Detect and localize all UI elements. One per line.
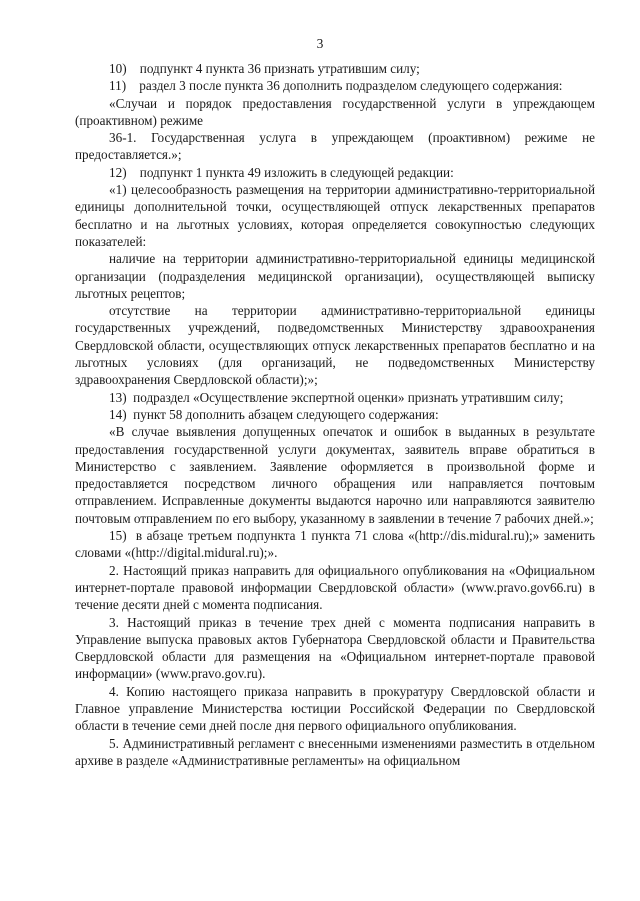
paragraph-clause-4: 4. Копию настоящего приказа направить в прокуратуру Свердловской области и Главное управление Министерства юстиции Российской Федерации по Свердловской области в течение семи дней после дня первого официального опубликования. xyxy=(75,683,595,734)
paragraph-item-11: 11) раздел 3 после пункта 36 дополнить подразделом следующего содержания: xyxy=(109,78,563,94)
paragraph-item-13: 13) подраздел «Осуществление экспертной оценки» признать утратившим силу; xyxy=(109,389,564,405)
paragraph-quote-heading: «Случаи и порядок предоставления государственной услуги в упреждающем (проактивном) режиме xyxy=(75,95,595,128)
paragraph-absence: отсутствие на территории административно-территориальной единицы государственных учреждений, подведомственных Министерству здравоохранения Свердловской области, осуществляющих отпуск лекарственных препаратов бесплатно и на льготных условиях (для организаций, не подведомственных Министерству здравоохранения Свердловской области);»; xyxy=(75,303,595,388)
paragraph-36-1: 36-1. Государственная услуга в упреждающем (проактивном) режиме не предоставляется.»; xyxy=(75,130,595,163)
paragraph-item-12: 12) подпункт 1 пункта 49 изложить в следующей редакции: xyxy=(109,164,454,180)
paragraph-item-10: 10) подпункт 4 пункта 36 признать утратившим силу; xyxy=(109,61,420,76)
paragraph-presence: наличие на территории административно-территориальной единицы медицинской организации (подразделения медицинской организации), осуществляющей выписку льготных рецептов; xyxy=(75,251,595,301)
paragraph-clause-5: 5. Административный регламент с внесенными изменениями разместить в отдельном архиве в разделе «Административные регламенты» на официальном xyxy=(75,735,595,768)
paragraph-clause-3: 3. Настоящий приказ в течение трех дней с момента подписания направить в Управление выпуска правовых актов Губернатора Свердловской области и Правительства Свердловской области для размещения на «Официальном интернет-портале правовой информации» (www.pravo.gov.ru). xyxy=(75,614,595,682)
paragraph-subitem-1: «1) целесообразность размещения на территории административно-территориальной единицы дополнительной точки, осуществляющей отпуск лекарственных препаратов бесплатно и на льготных условиях, которая определяется совокупностью следующих показателей: xyxy=(75,182,595,249)
page-number: 3 xyxy=(316,36,324,51)
paragraph-item-14: 14) пункт 58 дополнить абзацем следующего содержания: xyxy=(109,406,439,422)
paragraph-errors-clause: «В случае выявления допущенных опечаток и ошибок в выданных в результате предоставления государственной услуги документах, заявитель вправе обратиться в Министерство с заявлением. Заявление оформляется в произвольной форме и предоставляется посредством личного обращения или направляется почтовым отправлением. Исправленные документы выдаются нарочно или направляются заявителю почтовым отправлением по его выбору, указанному в заявлении в течение 7 рабочих дней.»; xyxy=(75,424,595,526)
paragraph-item-15: 15) в абзаце третьем подпункта 1 пункта 71 слова «(http://dis.midural.ru);» заменить словами «(http://digital.midural.ru);». xyxy=(75,528,595,561)
paragraph-clause-2: 2. Настоящий приказ направить для официального опубликования на «Официальном интернет-портале правовой информации Свердловской области» (www.pravo.gov66.ru) в течение десяти дней с момента подписания. xyxy=(75,562,595,613)
document-body xyxy=(75,60,595,769)
